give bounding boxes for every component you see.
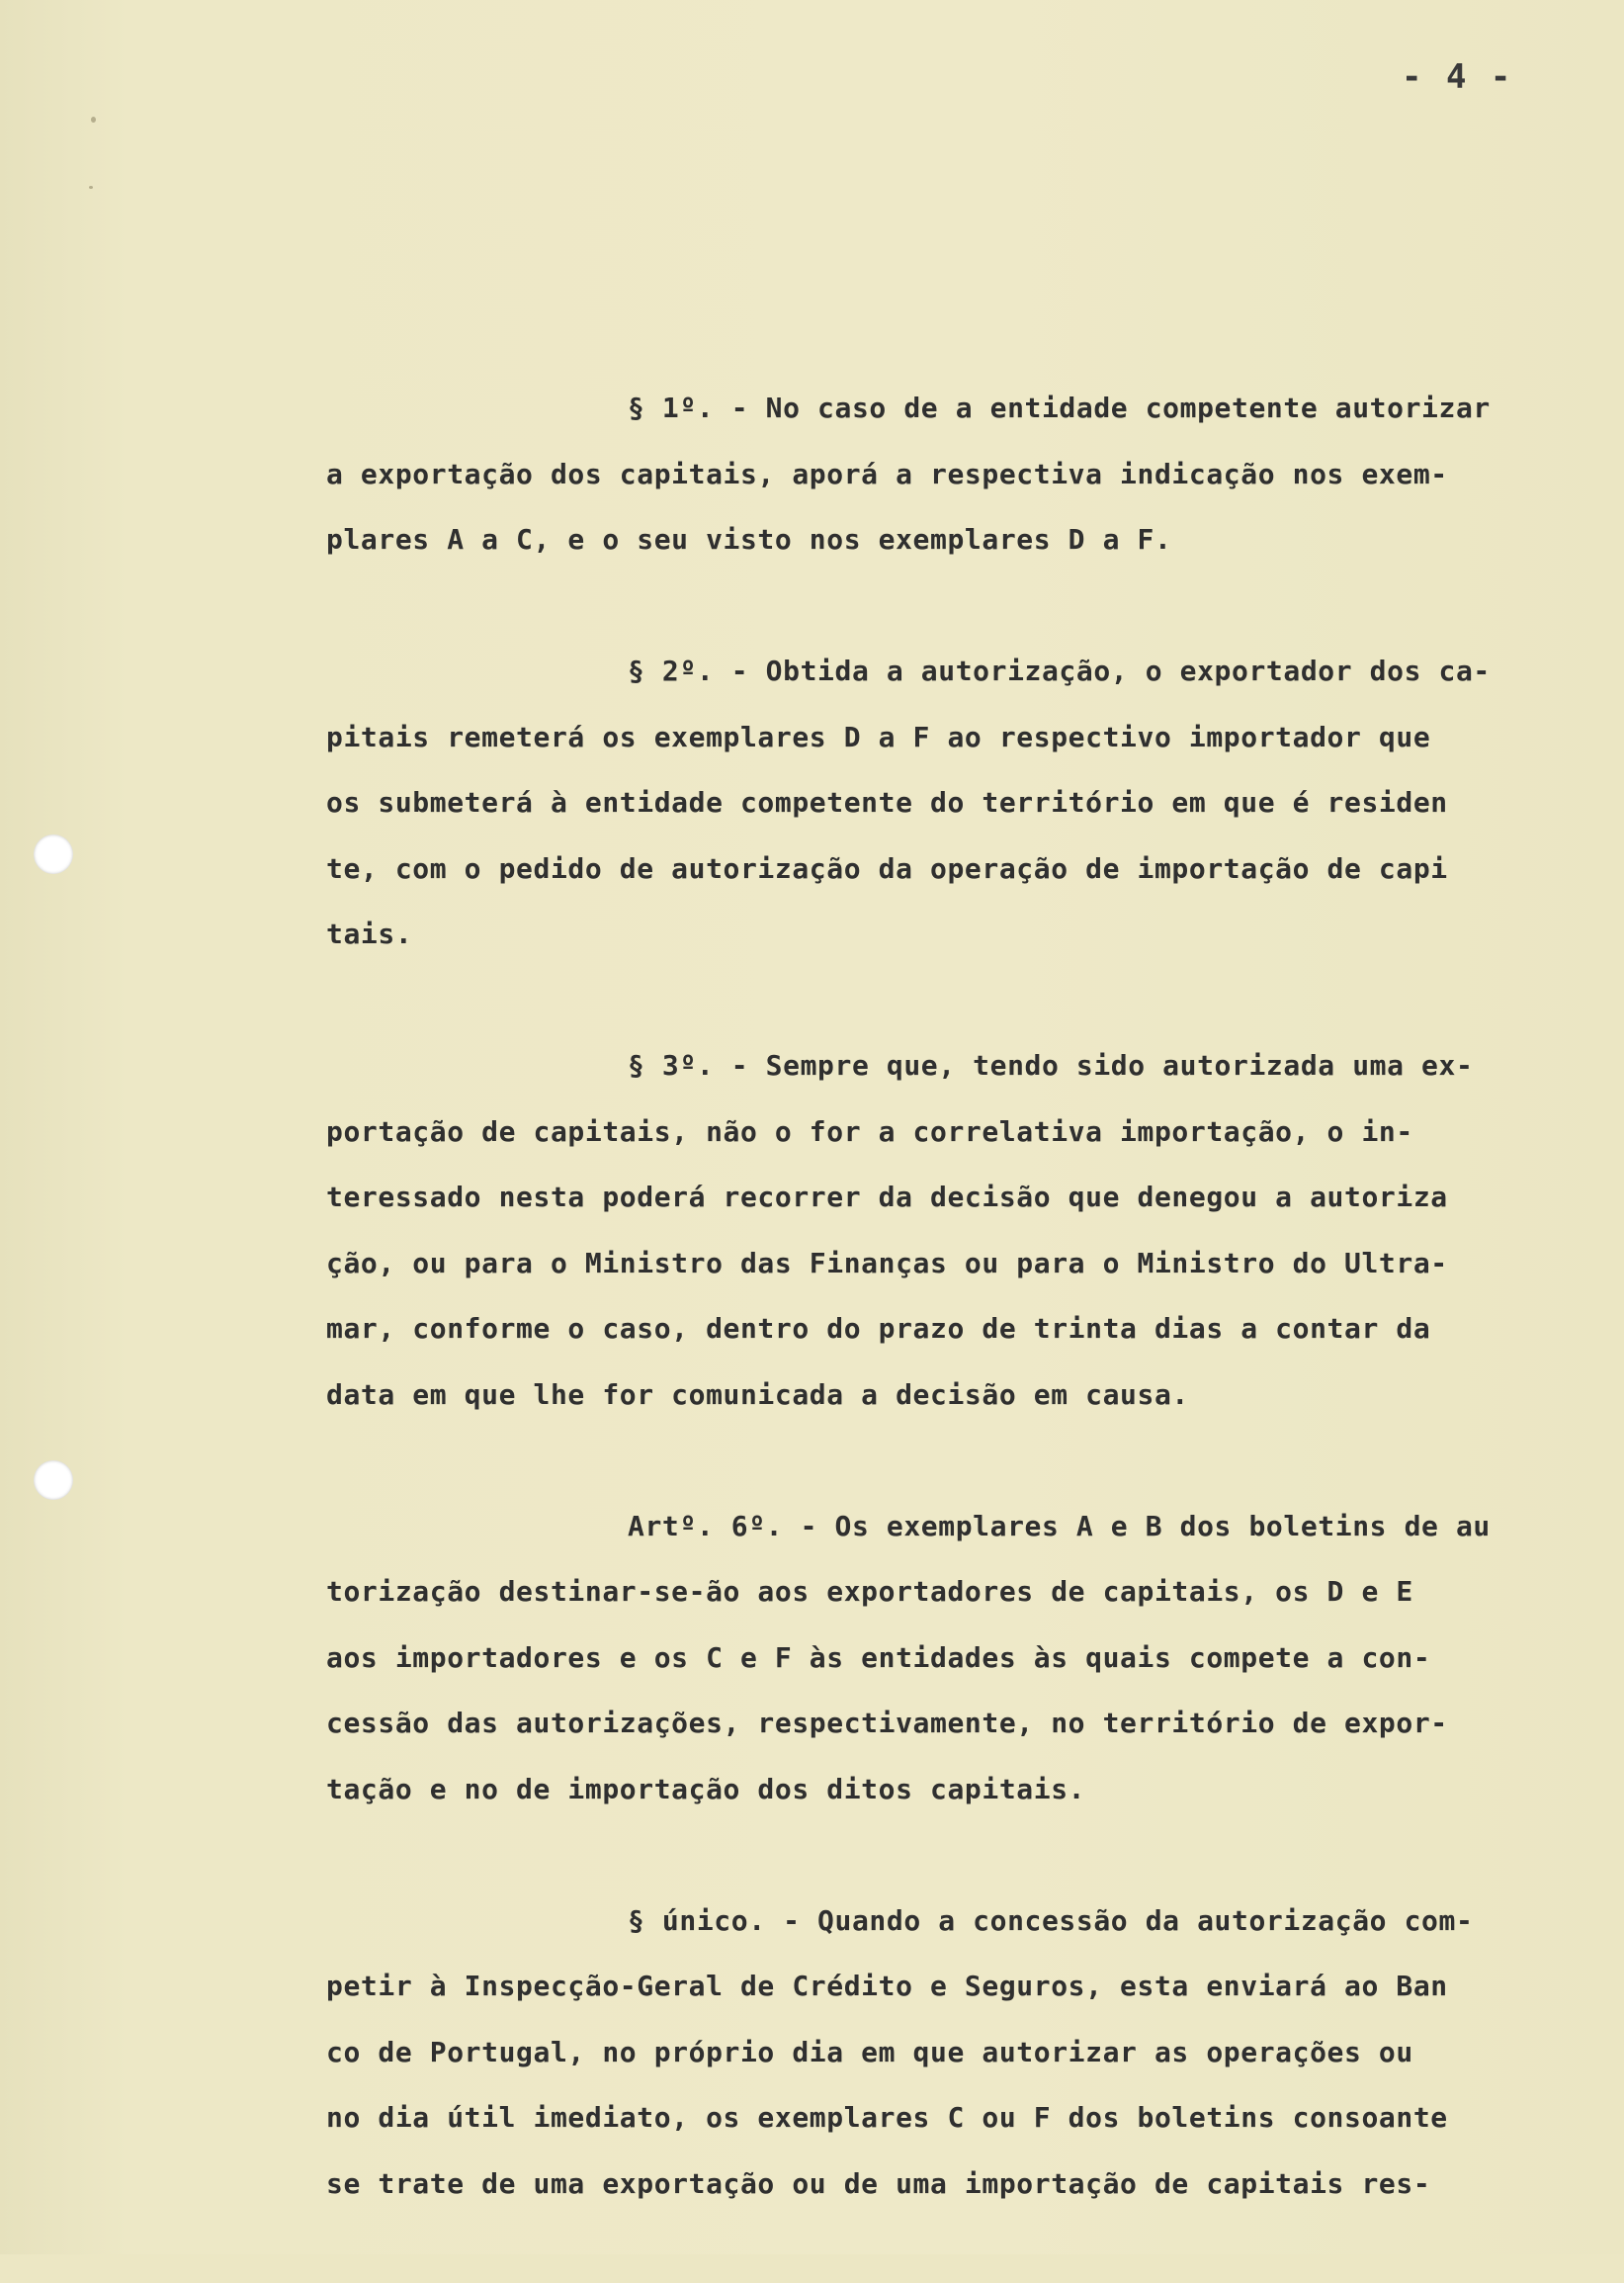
text-line: torização destinar-se-ão aos exportadores de capitais, os D e E [326,1575,1413,1608]
text-line: data em que lhe for comunicada a decisão em causa. [326,1377,1189,1411]
text-line: tais. [326,918,413,950]
punch-hole-bottom [34,1460,73,1500]
paragraph-section-2 [326,639,1611,968]
document-body [326,376,1611,2283]
text-line: § único. - Quando a concessão da autorização com- [628,1903,1474,1937]
text-line: no dia útil imediato, os exemplares C ou F dos boletins consoante [326,2101,1448,2134]
text-line: mar, conforme o caso, dentro do prazo de trinta dias a contar da [326,1312,1431,1345]
text-line: a exportação dos capitais, aporá a respectiva indicação nos exem- [326,457,1448,490]
page-number: - 4 - [1402,57,1513,97]
paragraph-article-6 [326,1494,1611,1823]
text-line: § 3º. - Sempre que, tendo sido autorizada uma ex- [628,1049,1474,1082]
text-line: portação de capitais, não o for a correlativa importação, o in- [326,1114,1413,1148]
text-line: aos importadores e os C e F às entidades às quais compete a con- [326,1640,1431,1674]
text-line: teressado nesta poderá recorrer da decisão que denegou a autoriza [326,1181,1448,1213]
text-line: § 1º. - No caso de a entidade competente autorizar [628,392,1491,424]
text-line: cessão das autorizações, respectivamente, no território de expor- [326,1707,1448,1739]
text-line: tação e no de importação dos ditos capitais. [326,1772,1086,1805]
text-line: te, com o pedido de autorização da operação de importação de capi [326,851,1448,885]
paragraph-section-1 [326,376,1611,573]
text-line: os submeterá à entidade competente do território em que é residen [326,786,1448,819]
paragraph-section-unico [326,1888,1611,2218]
text-line: Artº. 6º. - Os exemplares A e B dos boletins de au [628,1509,1491,1542]
ink-mark [91,117,96,123]
paragraph-section-3 [326,1033,1611,1428]
ink-mark [89,186,93,189]
text-line: co de Portugal, no próprio dia em que autorizar as operações ou [326,2035,1413,2068]
text-line: ção, ou para o Ministro das Finanças ou para o Ministro do Ultra- [326,1246,1448,1279]
text-line: pitais remeterá os exemplares D a F ao respectivo importador que [326,720,1431,753]
punch-hole-top [34,834,73,874]
text-line: plares A a C, e o seu visto nos exemplares D a F. [326,523,1172,556]
text-line: § 2º. - Obtida a autorização, o exportador dos ca- [628,655,1491,687]
text-line: se trate de uma exportação ou de uma importação de capitais res- [326,2166,1431,2200]
text-line: petir à Inspecção-Geral de Crédito e Seguros, esta enviará ao Ban [326,1970,1448,2002]
